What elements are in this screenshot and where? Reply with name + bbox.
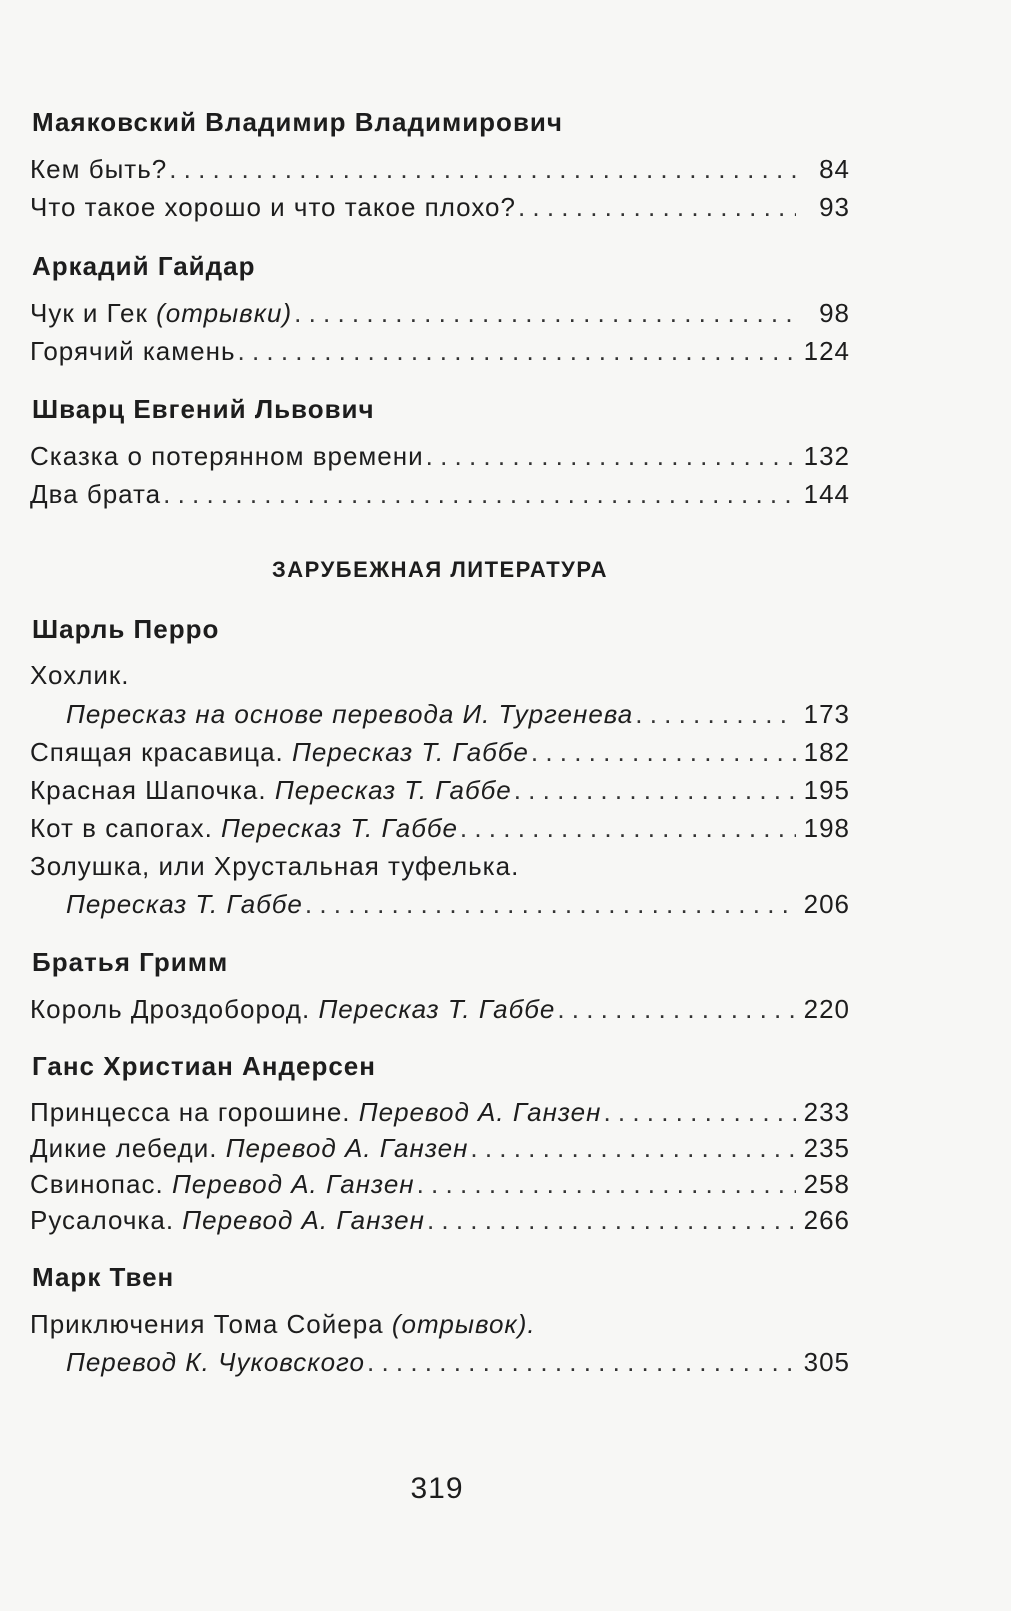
author-heading: Шварц Евгений Львович [32,394,375,424]
entry-page-number: 220 [803,994,850,1024]
author-heading: Шарль Перро [32,614,220,644]
dot-leader [518,190,796,224]
dot-leader [470,1131,796,1165]
dot-leader [426,439,796,473]
dot-leader [460,811,796,845]
toc-entry [30,1131,850,1165]
entry-title: Свинопас. Перевод А. Ганзен [30,1169,415,1199]
author-heading: Ганс Христиан Андерсен [32,1051,376,1081]
toc-entry [30,811,850,845]
author-heading: Маяковский Владимир Владимирович [32,107,564,137]
entry-title-line: Хохлик. [30,660,130,690]
dot-leader [557,992,796,1026]
entry-title: Красная Шапочка. Пересказ Т. Габбе [30,775,512,805]
entry-title: Кот в сапогах. Пересказ Т. Габбе [30,813,458,843]
toc-entry [30,439,850,473]
toc-entry [66,887,850,921]
toc-entry [66,1345,850,1379]
dot-leader [294,296,796,330]
toc-entry [30,773,850,807]
dot-leader [163,477,796,511]
entry-title: Кем быть? [30,154,168,184]
entry-page-number: 132 [803,441,850,471]
page-number: 319 [410,1472,464,1505]
entry-page-number: 84 [819,154,850,184]
entry-title-line: Приключения Тома Сойера (отрывок). [30,1309,536,1339]
entry-title: Что такое хорошо и что такое плохо? [30,192,516,222]
toc-entry [30,477,850,511]
entry-page-number: 173 [803,699,850,729]
entry-title-line: Золушка, или Хрустальная туфелька. [30,851,520,881]
entry-translation: Пересказ Т. Габбе [221,813,458,843]
toc-entry [30,190,850,224]
dot-leader [531,735,796,769]
entry-translation: Пересказ Т. Габбе [292,737,529,767]
dot-leader [169,152,796,186]
dot-leader [427,1203,796,1237]
toc-entry [30,1095,850,1129]
entry-note: (отрывок). [391,1309,536,1339]
entry-translation: Пересказ Т. Габбе [66,889,303,919]
dot-leader [367,1345,796,1379]
entry-translation: Пересказ Т. Габбе [318,994,556,1024]
entry-page-number: 144 [803,479,850,509]
entry-title: Сказка о потерянном времени [30,441,424,471]
dot-leader [635,697,796,731]
entry-title: Два брата [30,479,162,509]
section-heading: ЗАРУБЕЖНАЯ ЛИТЕРАТУРА [272,557,608,582]
entry-title: Дикие лебеди. Перевод А. Ганзен [30,1133,469,1163]
dot-leader [417,1167,796,1201]
author-heading: Братья Гримм [32,947,229,977]
entry-translation: Перевод А. Ганзен [171,1169,415,1199]
entry-title: Спящая красавица. Пересказ Т. Габбе [30,737,529,767]
toc-entry [30,735,850,769]
entry-title: Русалочка. Перевод А. Ганзен [30,1205,425,1235]
dot-leader [305,887,796,921]
entry-page-number: 195 [803,775,850,805]
entry-translation: Перевод А. Ганзен [358,1097,602,1127]
entry-translation: Перевод А. Ганзен [182,1205,425,1235]
entry-page-number: 206 [803,889,850,919]
entry-page-number: 182 [803,737,850,767]
toc-entry [66,697,850,731]
entry-page-number: 233 [803,1097,850,1127]
dot-leader [238,334,796,368]
entry-page-number: 305 [803,1347,850,1377]
toc-entry [30,1167,850,1201]
entry-page-number: 124 [803,336,850,366]
entry-title: Горячий камень [30,336,236,366]
entry-title: Король Дроздобород. Пересказ Т. Габбе [30,994,556,1024]
dot-leader [514,773,796,807]
toc-entry [30,992,850,1026]
author-heading: Марк Твен [32,1262,175,1292]
entry-translation: Пересказ Т. Габбе [274,775,512,805]
toc-entry [30,334,850,368]
entry-translation: Пересказ на основе перевода И. Тургенева [66,699,634,729]
author-heading: Аркадий Гайдар [32,251,256,281]
entry-translation: Перевод А. Ганзен [225,1133,469,1163]
toc-entry [30,1203,850,1237]
toc-entry [30,296,850,330]
entry-page-number: 198 [803,813,850,843]
dot-leader [603,1095,796,1129]
entry-note: (отрывки) [156,298,293,328]
entry-title: Принцесса на горошине. Перевод А. Ганзен [30,1097,602,1127]
entry-page-number: 235 [803,1133,850,1163]
entry-page-number: 98 [819,298,850,328]
entry-translation: Перевод К. Чуковского [66,1347,366,1377]
entry-title: Чук и Гек (отрывки) [30,298,293,328]
entry-page-number: 258 [803,1169,850,1199]
entry-page-number: 266 [803,1205,850,1235]
entry-page-number: 93 [819,192,850,222]
toc-entry [30,152,850,186]
